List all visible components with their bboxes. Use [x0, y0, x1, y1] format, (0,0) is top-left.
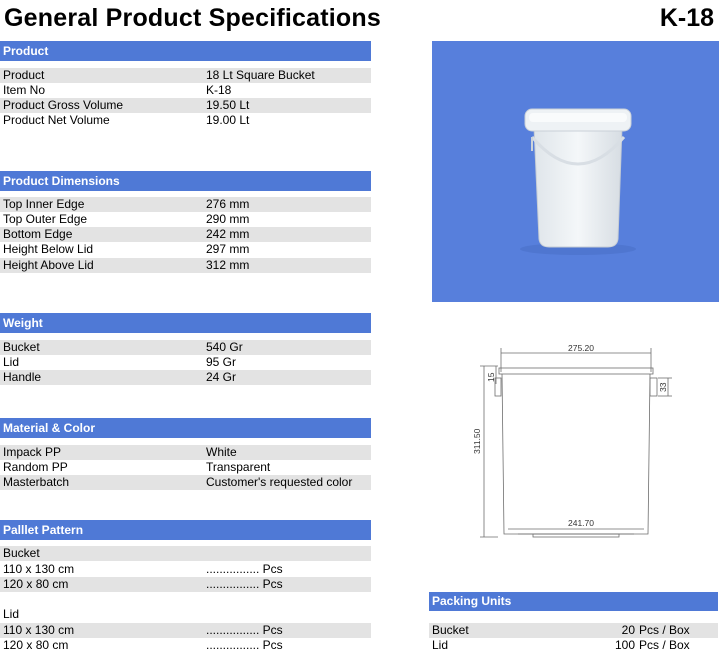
- section-header-pallet: Palllet Pattern: [0, 520, 371, 540]
- spec-row: [0, 242, 371, 257]
- spec-label: 120 x 80 cm: [3, 577, 69, 591]
- dim-top-width: 275.20: [568, 343, 594, 353]
- pallet-group-row: [0, 607, 371, 622]
- pallet-group-label: Lid: [3, 607, 20, 621]
- spec-value: K-18: [206, 83, 232, 97]
- product-code: K-18: [659, 4, 714, 32]
- spec-label: Product: [3, 68, 45, 82]
- packing-unit: Pcs / Box: [639, 638, 690, 652]
- spec-value: 540 Gr: [206, 340, 243, 354]
- spec-label: Top Inner Edge: [3, 197, 85, 211]
- spec-row: [0, 475, 371, 490]
- spec-label: Bucket: [3, 340, 40, 354]
- spec-row: [0, 98, 371, 113]
- dim-height: 311.50: [472, 428, 482, 454]
- spec-value: 18 Lt Square Bucket: [206, 68, 315, 82]
- spec-row: [0, 340, 371, 355]
- bucket-image: [432, 41, 719, 302]
- spec-label: Masterbatch: [3, 475, 70, 489]
- spec-label: Lid: [3, 355, 20, 369]
- page-title: General Product Specifications: [4, 4, 381, 32]
- packing-label: Lid: [432, 638, 449, 652]
- spec-label: Product Gross Volume: [3, 98, 124, 112]
- spec-value: 24 Gr: [206, 370, 237, 384]
- section-header-dimensions: Product Dimensions: [0, 171, 371, 191]
- spec-label: Top Outer Edge: [3, 212, 88, 226]
- pallet-group-row: [0, 546, 371, 561]
- spec-row: [0, 227, 371, 242]
- spec-row: [0, 370, 371, 385]
- spec-label: 110 x 130 cm: [3, 562, 75, 576]
- packing-row: [429, 623, 718, 638]
- spec-value: ................ Pcs: [206, 638, 283, 652]
- spec-row: [0, 258, 371, 273]
- spec-label: Handle: [3, 370, 42, 384]
- spec-label: Item No: [3, 83, 46, 97]
- spec-value: ................ Pcs: [206, 562, 283, 576]
- spec-label: Height Below Lid: [3, 242, 94, 256]
- spec-row: [0, 623, 371, 638]
- spec-value: White: [206, 445, 237, 459]
- spec-label: 120 x 80 cm: [3, 638, 69, 652]
- spec-label: Height Above Lid: [3, 258, 94, 272]
- spec-row: [0, 212, 371, 227]
- spec-row: [0, 445, 371, 460]
- spec-value: ................ Pcs: [206, 577, 283, 591]
- packing-label: Bucket: [432, 623, 469, 637]
- dim-handle-height: 33: [658, 382, 668, 392]
- spec-row: [0, 638, 371, 653]
- spec-value: Transparent: [206, 460, 271, 474]
- spec-value: Customer's requested color: [206, 475, 353, 489]
- pallet-group-label: Bucket: [3, 546, 40, 560]
- spec-value: 19.00 Lt: [206, 113, 250, 127]
- spec-label: Random PP: [3, 460, 68, 474]
- spec-row: [0, 68, 371, 83]
- spec-row: [0, 562, 371, 577]
- section-header-weight: Weight: [0, 313, 371, 333]
- spec-row: [0, 83, 371, 98]
- spec-row: [0, 577, 371, 592]
- packing-qty: 100: [614, 638, 635, 652]
- section-header-material: Material & Color: [0, 418, 371, 438]
- packing-unit: Pcs / Box: [639, 623, 690, 637]
- product-photo: [432, 41, 719, 302]
- section-header-packing: Packing Units: [429, 592, 718, 611]
- spec-value: ................ Pcs: [206, 623, 283, 637]
- spec-row: [0, 113, 371, 128]
- section-header-product: Product: [0, 41, 371, 61]
- spec-value: 95 Gr: [206, 355, 237, 369]
- spec-value: 297 mm: [206, 242, 250, 256]
- spec-value: 290 mm: [206, 212, 250, 226]
- spec-label: Bottom Edge: [3, 227, 73, 241]
- spec-row: [0, 355, 371, 370]
- spec-value: 312 mm: [206, 258, 250, 272]
- spec-value: 242 mm: [206, 227, 250, 241]
- dim-lid-height: 15: [486, 372, 496, 382]
- spec-label: Product Net Volume: [3, 113, 110, 127]
- dim-bottom-width: 241.70: [568, 518, 594, 528]
- technical-drawing: [458, 340, 688, 555]
- packing-row: [429, 638, 718, 653]
- spec-label: 110 x 130 cm: [3, 623, 75, 637]
- spec-row: [0, 460, 371, 475]
- spec-value: 276 mm: [206, 197, 250, 211]
- spec-label: Impack PP: [3, 445, 62, 459]
- packing-qty: 20: [621, 623, 635, 637]
- spec-value: 19.50 Lt: [206, 98, 250, 112]
- spec-row: [0, 197, 371, 212]
